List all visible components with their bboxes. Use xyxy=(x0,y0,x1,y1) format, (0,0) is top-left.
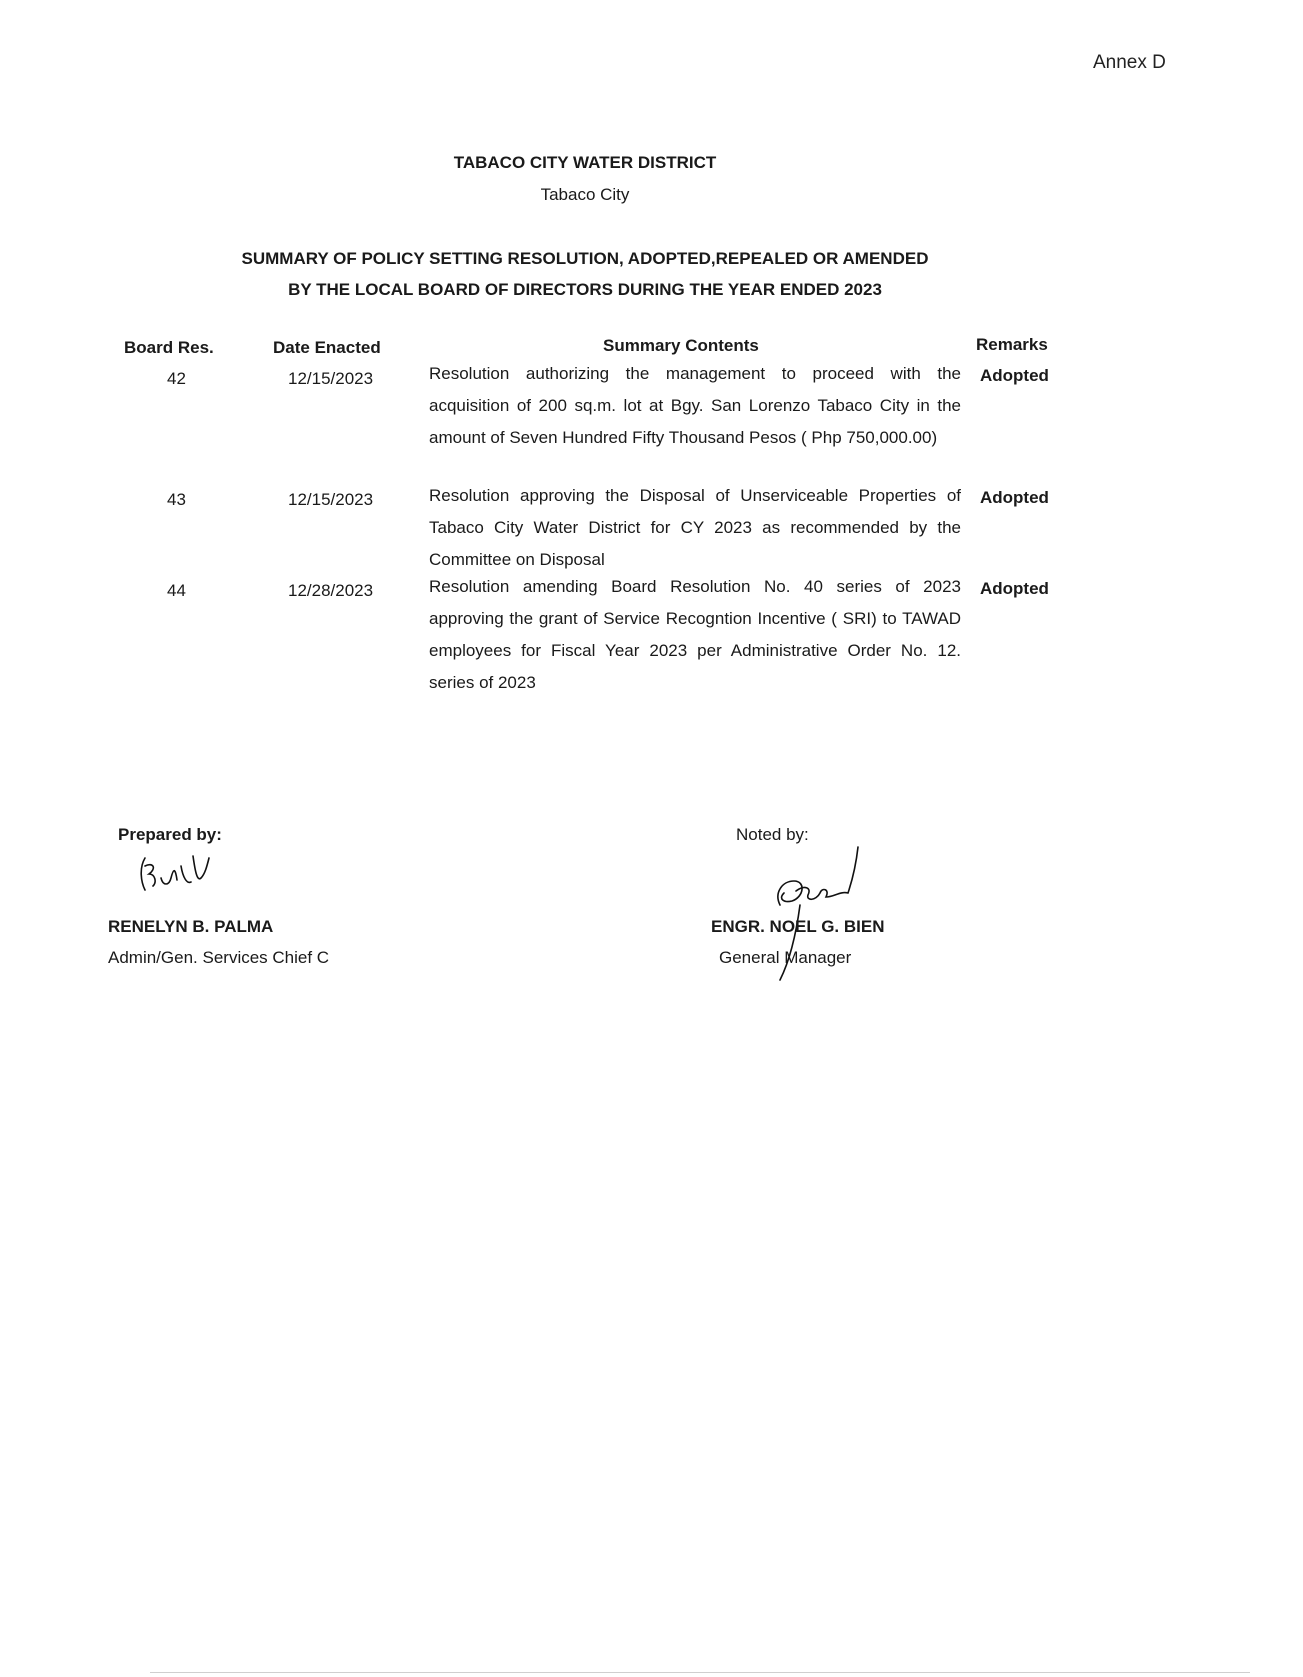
board-res-number: 44 xyxy=(167,581,186,600)
summary-content: Resolution approving the Disposal of Unserviceable Properties of Tabaco City Water District for CY 2023 as recommended by the Committee on Disposal xyxy=(429,486,961,569)
column-header-remarks: Remarks xyxy=(976,335,1048,354)
date-enacted: 12/28/2023 xyxy=(288,581,374,600)
signature-mark xyxy=(135,852,225,904)
summary-title xyxy=(0,243,1170,305)
remarks-value: Adopted xyxy=(980,579,1049,598)
summary-content: Resolution authorizing the management to proceed with the acquisition of 200 sq.m. lot at Bgy. San Lorenzo Tabaco City in the amount of Seven Hundred Fifty Thousand Pesos ( Php 750,000.00) xyxy=(429,364,961,447)
prepared-by-name: RENELYN B. PALMA xyxy=(108,917,274,936)
prepared-by-title: Admin/Gen. Services Chief C xyxy=(108,948,330,967)
remarks-value: Adopted xyxy=(980,488,1049,507)
remarks-value: Adopted xyxy=(980,366,1049,385)
organization-name: TABACO CITY WATER DISTRICT xyxy=(453,153,717,172)
organization-city: Tabaco City xyxy=(540,185,630,204)
summary-title-line-1: SUMMARY OF POLICY SETTING RESOLUTION, ADOPTED,REPEALED OR AMENDED xyxy=(241,249,929,268)
annex-label: Annex D xyxy=(1093,52,1166,73)
footer-rule xyxy=(150,1672,1250,1673)
column-header-board-res: Board Res. xyxy=(124,338,214,357)
noted-by-name: ENGR. NOEL G. BIEN xyxy=(711,917,885,936)
prepared-by-label: Prepared by: xyxy=(118,825,222,844)
date-enacted: 12/15/2023 xyxy=(288,490,374,509)
column-header-summary-contents: Summary Contents xyxy=(603,336,759,355)
date-enacted: 12/15/2023 xyxy=(288,369,374,388)
column-header-date-enacted: Date Enacted xyxy=(273,338,381,357)
summary-content: Resolution amending Board Resolution No. 40 series of 2023 approving the grant of Service Recogntion Incentive ( SRI) to TAWAD employees for Fiscal Year 2023 per Administrative Order No. 12. series of 2023 xyxy=(429,577,961,692)
board-res-number: 42 xyxy=(167,369,186,388)
noted-by-title: General Manager xyxy=(719,948,852,967)
noted-by-label: Noted by: xyxy=(736,825,809,844)
summary-title-line-2: BY THE LOCAL BOARD OF DIRECTORS DURING THE YEAR ENDED 2023 xyxy=(288,280,882,299)
board-res-number: 43 xyxy=(167,490,186,509)
